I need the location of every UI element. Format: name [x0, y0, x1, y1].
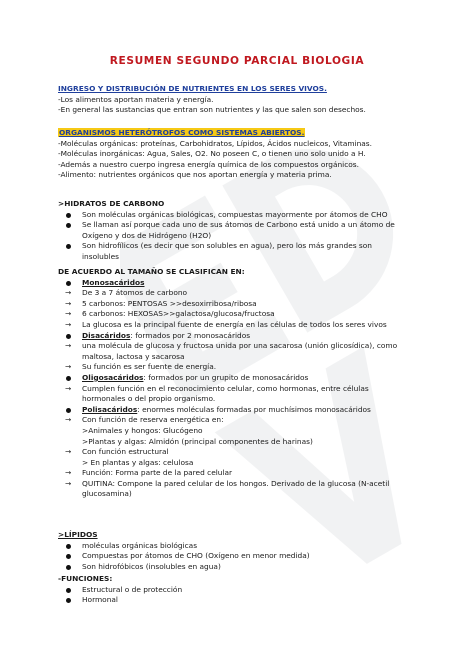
list-item-polisacaridos: Polisacáridos: enormes moléculas formadas por muchísimos monosacáridos — [58, 405, 458, 416]
arrow-icon: → — [65, 341, 72, 351]
bullet-icon — [66, 598, 71, 603]
list-item: Hormonal — [58, 595, 458, 606]
bullet-icon — [66, 588, 71, 593]
section-lipidos — [58, 530, 458, 572]
text-line: -Además a nuestro cuerpo ingresa energía química de los compuestos orgánicos. — [58, 159, 360, 169]
section-heading: >LÍPIDOS — [58, 530, 98, 539]
list-item-continuation: > En plantas y algas: celulosa — [82, 457, 194, 467]
list-item: Son hidrofóbicos (insolubles en agua) — [58, 562, 458, 573]
list-item: → Con función estructural — [65, 447, 169, 457]
list-item: moléculas orgánicas biológicas — [58, 541, 458, 552]
text-line: -Alimento: nutrientes orgánicos que nos aportan energía y materia prima. — [58, 170, 332, 180]
bullet-icon — [66, 244, 71, 249]
list-item: → De 3 a 7 átomos de carbono — [65, 288, 188, 298]
list-item-continuation: Oxígeno y dos de Hidrógeno (H2O) — [82, 230, 212, 240]
arrow-icon: → — [65, 468, 72, 478]
section-heterotrofos — [58, 128, 458, 181]
list-item-disacaridos: Disacáridos: formados por 2 monosacáridos — [58, 331, 458, 342]
arrow-icon: → — [65, 309, 72, 319]
bullet-icon — [66, 408, 71, 413]
bullet-icon — [66, 334, 71, 339]
text-line: -Los alimentos aportan materia y energía. — [58, 94, 214, 104]
bullet-icon — [66, 213, 71, 218]
bullet-icon — [66, 544, 71, 549]
page-title: RESUMEN SEGUNDO PARCIAL BIOLOGIA — [109, 55, 365, 67]
list-item: → Cumplen función en el reconocimiento celular, como hormonas, entre células — [65, 383, 369, 393]
list-item: Son hidrofílicos (es decir que son solubles en agua), pero los más grandes son — [58, 241, 458, 252]
bullet-icon — [66, 554, 71, 559]
list-item: → QUITINA: Compone la pared celular de los hongos. Derivado de la glucosa (N-acetil — [65, 478, 390, 488]
bullet-icon — [66, 565, 71, 570]
list-item: Compuestas por átomos de CHO (Oxígeno en menor medida) — [58, 551, 458, 562]
list-item: → Su función es ser fuente de energía. — [65, 362, 217, 372]
arrow-icon: → — [65, 447, 72, 457]
list-item-continuation: maltosa, lactosa y sacarosa — [82, 351, 185, 361]
arrow-icon: → — [65, 298, 72, 308]
section-heading: INGRESO Y DISTRIBUCIÓN DE NUTRIENTES EN LOS SERES VIVOS. — [58, 84, 327, 93]
list-item: → una molécula de glucosa y fructosa unida por una sacarosa (unión glicosídica), como — [65, 341, 398, 351]
list-item-continuation: hormonales o del propio organismo. — [82, 394, 216, 404]
arrow-icon: → — [65, 319, 72, 329]
arrow-icon: → — [65, 478, 72, 488]
section-heading: >HIDRATOS DE CARBONO — [58, 199, 165, 208]
list-item: → Función: Forma parte de la pared celular — [65, 468, 233, 478]
list-item: → Con función de reserva energética en: — [65, 415, 224, 425]
bullet-icon — [66, 223, 71, 228]
section-heading: ORGANISMOS HETERÓTROFOS COMO SISTEMAS ABIERTOS. — [59, 128, 305, 137]
arrow-icon: → — [65, 415, 72, 425]
list-item: Se llaman así porque cada uno de sus átomos de Carbono está unido a un átomo de — [58, 220, 458, 231]
list-item-continuation: insolubles — [82, 251, 119, 261]
text-line: -En general las sustancias que entran son nutrientes y las que salen son desechos. — [58, 105, 366, 115]
text-line: -Moléculas inorgánicas: Agua, Sales, O2. No poseen C, o tienen uno solo unido a H. — [58, 149, 366, 159]
section-nutrientes — [58, 84, 458, 116]
section-hidratos — [58, 199, 458, 263]
list-item: Son moléculas orgánicas biológicas, compuestas mayormente por átomos de CHO — [58, 210, 458, 221]
list-item-monosacaridos: Monosacáridos — [58, 278, 458, 289]
list-item: → La glucosa es la principal fuente de energía en las células de todos los seres vivos — [65, 319, 387, 329]
section-tamano — [58, 267, 458, 500]
list-item: Estructural o de protección — [58, 585, 458, 596]
list-item-oligosacaridos: Oligosacáridos: formados por un grupito de monosacáridos — [58, 373, 458, 384]
list-item-continuation: glucosamina) — [82, 489, 132, 499]
list-item: → 6 carbonos: HEXOSAS>>galactosa/glucosa/fructosa — [65, 309, 275, 319]
section-heading: -FUNCIONES: — [58, 574, 113, 583]
text-line: -Moléculas orgánicas: proteínas, Carbohidratos, Lípidos, Ácidos nucleicos, Vitaminas. — [58, 138, 373, 148]
bullet-icon — [66, 376, 71, 381]
bullet-icon — [66, 281, 71, 286]
list-item: → 5 carbonos: PENTOSAS >>desoxirribosa/ribosa — [65, 298, 257, 308]
arrow-icon: → — [65, 288, 72, 298]
list-item-continuation: >Plantas y algas: Almidón (principal componentes de harinas) — [82, 436, 313, 446]
section-heading: DE ACUERDO AL TAMAÑO SE CLASIFICAN EN: — [58, 267, 245, 276]
list-item-continuation: >Animales y hongos: Glucógeno — [82, 425, 203, 435]
arrow-icon: → — [65, 383, 72, 393]
section-funciones — [58, 574, 458, 606]
arrow-icon: → — [65, 362, 72, 372]
